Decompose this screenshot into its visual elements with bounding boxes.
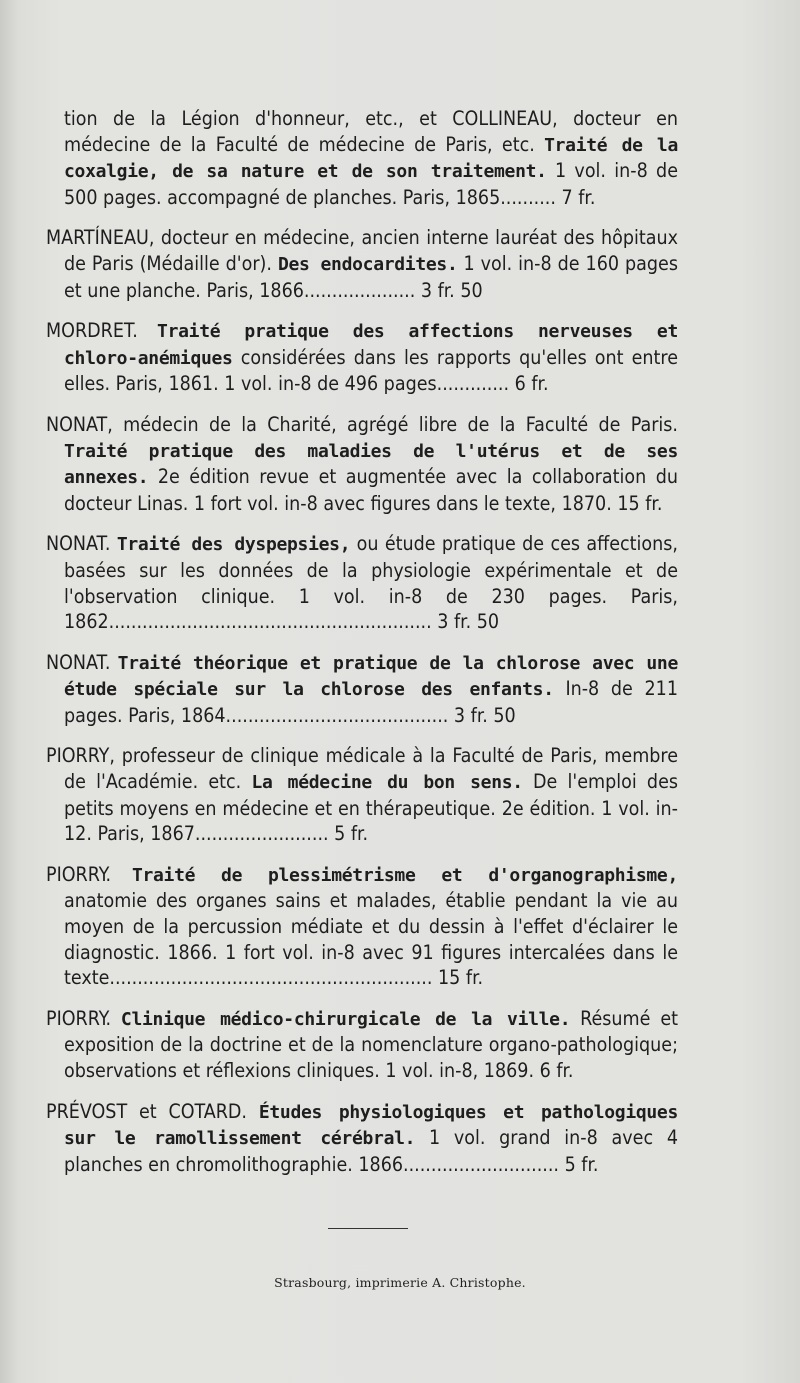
catalog-entry xyxy=(46,531,678,634)
entry-details: ou étude pratique de ces affections, basées sur les données de la physiologie expérimentale et de l'observation clinique. 1 vol. in-8 de 230 pages. Paris, 1862.......................................................... 3 fr. 50 xyxy=(64,532,678,634)
entry-title: Études physiologiques et pathologiques sur le ramollissement cérébral. xyxy=(64,1101,679,1150)
entry-details: anatomie des organes sains et malades, établie pendant la vie au moyen de la percussion médiate et du dessin à l'effet d'éclairer le diagnostic. 1866. 1 fort vol. in-8 avec 91 figures intercalées dans le texte.......................................................... 15 fr. xyxy=(64,889,678,990)
entry-author: NONAT. xyxy=(46,532,111,556)
entry-author: NONAT, médecin de la Charité, agrégé libre de la Faculté de Paris. xyxy=(46,412,678,436)
printer-imprint: Strasbourg, imprimerie A. Christophe. xyxy=(274,1275,526,1290)
entry-details: 2e édition revue et augmentée avec la collaboration du docteur Linas. 1 fort vol. in-8 avec figures dans le texte, 1870. 15 fr. xyxy=(64,465,678,515)
entry-title: Traité pratique des maladies de l'utérus et de ses annexes. xyxy=(64,440,678,489)
entry-title: Clinique médico-chirurgicale de la ville. xyxy=(120,1008,571,1030)
entry-title: Traité de la coxalgie, de sa nature et de son traitement. xyxy=(64,134,678,183)
entry-title: Traité de plessimétrisme et d'organographisme, xyxy=(131,864,678,886)
catalog-entry xyxy=(46,106,678,210)
divider-rule xyxy=(328,1228,408,1229)
entry-author: MARTÍNEAU, docteur en médecine, ancien interne lauréat des hôpitaux de Paris (Médaille d'or). xyxy=(46,226,678,275)
entry-details: considérées dans les rapports qu'elles ont entre elles. Paris, 1861. 1 vol. in-8 de 496 pages............. 6 fr. xyxy=(64,345,678,396)
entry-author: NONAT. xyxy=(46,650,111,674)
entry-details: 1 vol. in-8 de 500 pages. accompagné de planches. Paris, 1865.......... 7 fr. xyxy=(64,159,678,209)
entry-author: PRÉVOST et COTARD. xyxy=(46,1099,248,1123)
entry-details: In-8 de 211 pages. Paris, 1864........................................ 3 fr. 50 xyxy=(64,677,678,727)
catalog-entry xyxy=(46,743,678,846)
catalog-entry xyxy=(46,225,678,303)
entry-author: MORDRET. xyxy=(46,319,138,343)
entry-author: PIORRY, professeur de clinique médicale à la Faculté de Paris, membre de l'Académie. etc. xyxy=(46,744,678,794)
entry-title: La médecine du bon sens. xyxy=(251,772,523,794)
entry-author: tion de la Légion d'honneur, etc., et COLLINEAU, docteur en médecine de la Faculté de médecine de Paris, etc. xyxy=(64,107,678,156)
catalog-entries xyxy=(46,106,678,1192)
entry-author: PIORRY. xyxy=(46,1006,112,1030)
catalog-entry xyxy=(46,650,678,729)
catalog-entry xyxy=(46,412,678,516)
entry-author: PIORRY. xyxy=(46,862,112,886)
catalog-entry xyxy=(46,318,678,397)
catalog-entry xyxy=(46,1099,678,1178)
catalog-entry xyxy=(46,862,678,991)
entry-details: Résumé et exposition de la doctrine et de la nomenclature organo-pathologique; observations et réflexions cliniques. 1 vol. in-8, 1869. 6 fr. xyxy=(64,1006,678,1082)
entry-title: Traité pratique des affections nerveuses et chloro-anémiques xyxy=(64,321,678,369)
entry-title: Traité des dyspepsies, xyxy=(116,534,351,556)
catalog-entry xyxy=(46,1006,678,1084)
entry-details: 1 vol. in-8 de 160 pages et une planche. Paris, 1866.................... 3 fr. 50 xyxy=(64,251,678,302)
entry-title: Traité théorique et pratique de la chlorose avec une étude spéciale sur la chlorose des enfants. xyxy=(64,652,679,701)
entry-title: Des endocardites. xyxy=(277,253,458,275)
entry-details: 1 vol. grand in-8 avec 4 planches en chromolithographie. 1866............................ 5 fr. xyxy=(64,1126,678,1176)
entry-details: De l'emploi des petits moyens en médecine et en thérapeutique. 2e édition. 1 vol. in-12. Paris, 1867........................ 5 fr. xyxy=(64,770,679,846)
